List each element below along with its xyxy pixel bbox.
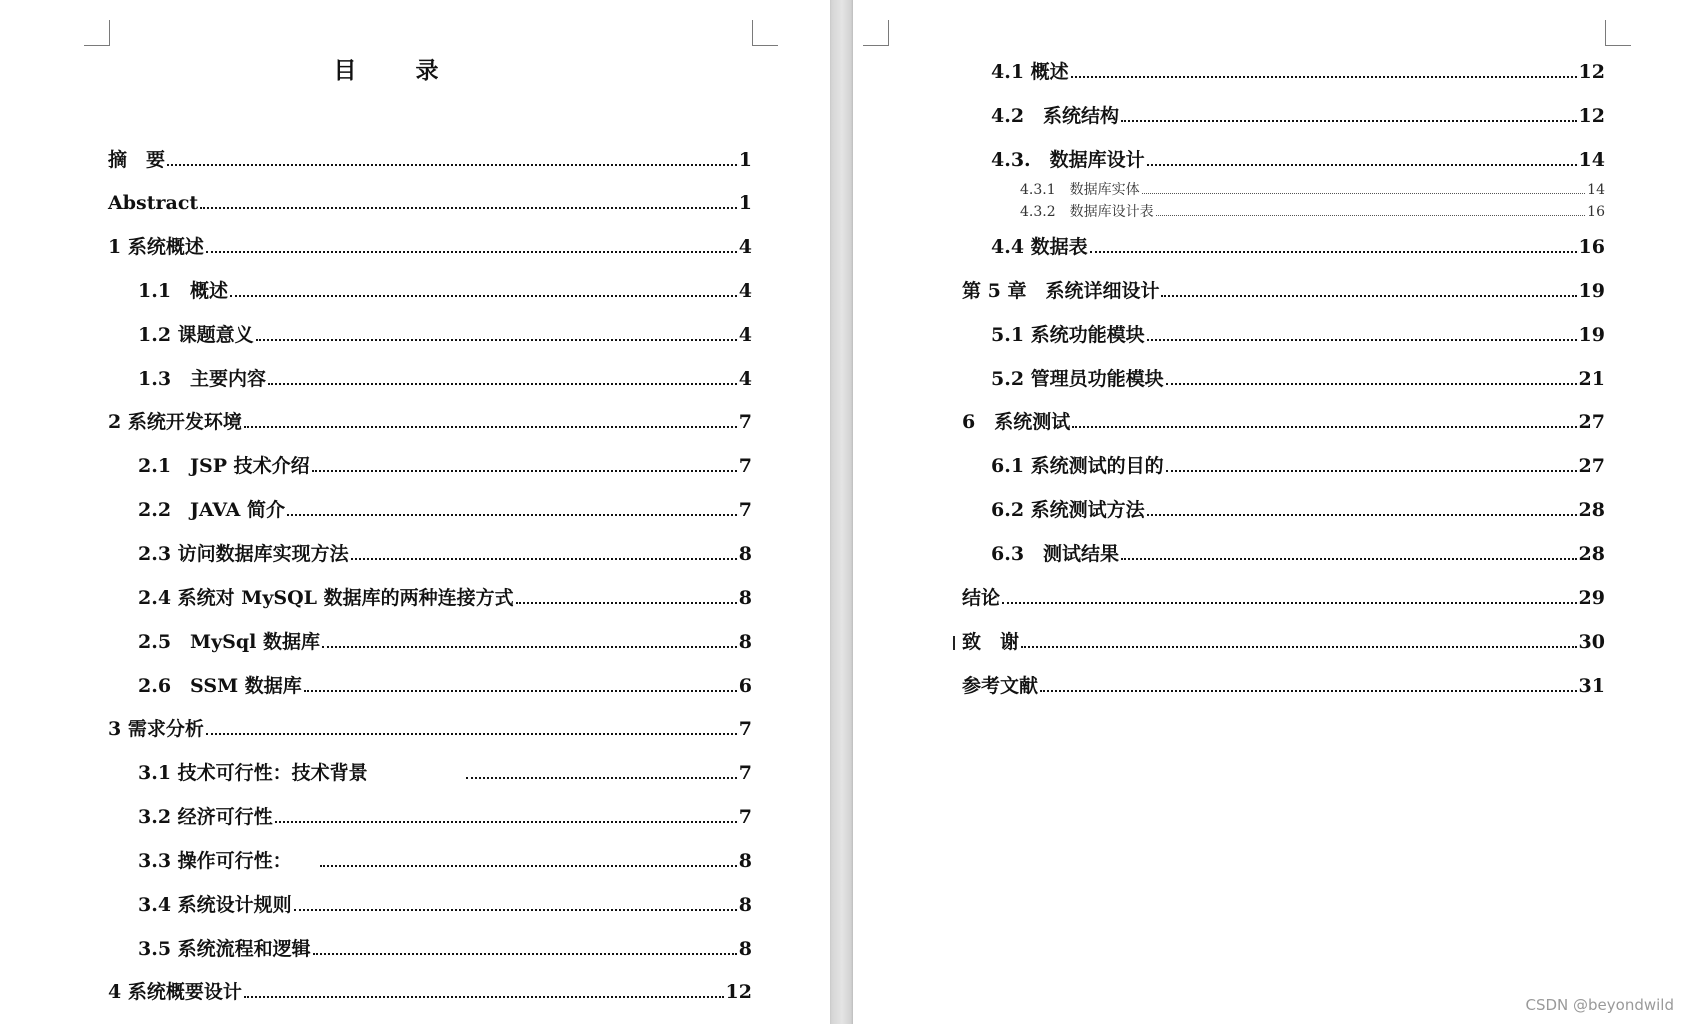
toc-dot-leader bbox=[1040, 690, 1577, 692]
toc-page-number: 8 bbox=[738, 631, 752, 653]
toc-dot-leader bbox=[1090, 251, 1577, 253]
toc-entry-label: 3 需求分析 bbox=[108, 718, 204, 740]
toc-entry-label: 4.3.2 数据库设计表 bbox=[1020, 204, 1154, 220]
toc-dot-leader bbox=[1072, 426, 1576, 428]
toc-entry-label: 1.2 课题意义 bbox=[138, 324, 254, 346]
toc-entry[interactable] bbox=[991, 446, 1605, 476]
toc-dot-leader bbox=[320, 865, 737, 867]
toc-entry[interactable] bbox=[991, 227, 1605, 257]
toc-entry[interactable] bbox=[138, 446, 752, 476]
toc-page-number: 27 bbox=[1578, 411, 1605, 433]
toc-entry[interactable] bbox=[138, 359, 752, 389]
toc-page-number: 27 bbox=[1578, 455, 1605, 477]
toc-entry-label: 1.1 概述 bbox=[138, 280, 229, 302]
toc-page-number: 7 bbox=[738, 806, 752, 828]
toc-entry-label: 3.3 操作可行性： bbox=[138, 850, 292, 872]
toc-page-number: 4 bbox=[738, 280, 752, 302]
toc-entry[interactable] bbox=[138, 271, 752, 301]
toc-dot-leader bbox=[268, 383, 737, 385]
toc-dot-leader bbox=[294, 909, 737, 911]
crop-mark-top-left bbox=[84, 20, 110, 46]
toc-entry[interactable] bbox=[138, 315, 752, 345]
toc-page-number: 14 bbox=[1587, 182, 1605, 198]
toc-entry[interactable] bbox=[108, 402, 752, 432]
toc-entry[interactable] bbox=[1020, 199, 1605, 219]
toc-dot-leader bbox=[466, 777, 737, 779]
toc-entry[interactable] bbox=[962, 622, 1605, 652]
toc-page-number: 8 bbox=[738, 938, 752, 960]
toc-dot-leader bbox=[516, 602, 737, 604]
toc-entry-label: 2.4 系统对 MySQL 数据库的两种连接方式 bbox=[138, 587, 514, 609]
toc-page-number: 1 bbox=[738, 192, 752, 214]
toc-entry[interactable] bbox=[962, 402, 1605, 432]
toc-entry[interactable] bbox=[138, 753, 752, 783]
toc-entry-label: 2 系统开发环境 bbox=[108, 411, 242, 433]
toc-page-number: 8 bbox=[738, 850, 752, 872]
toc-entry[interactable] bbox=[962, 578, 1605, 608]
toc-entry[interactable] bbox=[138, 885, 752, 915]
toc-entry[interactable] bbox=[991, 359, 1605, 389]
toc-page-number: 8 bbox=[738, 894, 752, 916]
toc-page-number: 8 bbox=[738, 543, 752, 565]
toc-dot-leader bbox=[313, 953, 737, 955]
toc-entry-label: 6.2 系统测试方法 bbox=[991, 499, 1145, 521]
toc-entry-label: 2.1 JSP 技术介绍 bbox=[138, 455, 310, 477]
toc-entry-label: Abstract bbox=[108, 192, 199, 214]
toc-entry-label: 3.5 系统流程和逻辑 bbox=[138, 938, 311, 960]
toc-dot-leader bbox=[304, 690, 737, 692]
toc-page-number: 8 bbox=[738, 587, 752, 609]
toc-page-number: 16 bbox=[1578, 236, 1605, 258]
toc-entry-label: 2.5 MySql 数据库 bbox=[138, 631, 320, 653]
toc-page-number: 7 bbox=[738, 499, 752, 521]
toc-page-number: 1 bbox=[738, 149, 752, 171]
toc-dot-leader bbox=[256, 339, 737, 341]
toc-page-number: 16 bbox=[1587, 204, 1605, 220]
toc-entry-label: 2.6 SSM 数据库 bbox=[138, 675, 302, 697]
toc-entry-label: 3.2 经济可行性 bbox=[138, 806, 273, 828]
toc-dot-leader bbox=[1166, 470, 1577, 472]
toc-page-number: 4 bbox=[738, 368, 752, 390]
toc-dot-leader bbox=[1021, 646, 1577, 648]
toc-entry[interactable] bbox=[138, 490, 752, 520]
toc-entry-label: 3.1 技术可行性：技术背景 bbox=[138, 762, 368, 784]
toc-entry-label: 3.4 系统设计规则 bbox=[138, 894, 292, 916]
toc-entry[interactable] bbox=[991, 52, 1605, 82]
toc-entry-label: 致 谢 bbox=[962, 631, 1020, 653]
text-cursor bbox=[953, 636, 955, 650]
toc-title: 目 录 bbox=[333, 57, 457, 84]
toc-page-number: 30 bbox=[1578, 631, 1605, 653]
toc-page-number: 12 bbox=[725, 981, 752, 1003]
toc-entry-label: 4.3. 数据库设计 bbox=[991, 149, 1145, 171]
toc-dot-leader bbox=[244, 426, 737, 428]
crop-mark-top-right bbox=[1605, 20, 1631, 46]
toc-page-number: 7 bbox=[738, 411, 752, 433]
toc-page-number: 4 bbox=[738, 236, 752, 258]
toc-dot-leader bbox=[1121, 558, 1576, 560]
toc-entry-label: 6.3 测试结果 bbox=[991, 543, 1120, 565]
toc-entry[interactable] bbox=[138, 534, 752, 564]
toc-page-number: 7 bbox=[738, 718, 752, 740]
toc-entry-label: 结论 bbox=[962, 587, 1001, 609]
toc-entry-label: 4 系统概要设计 bbox=[108, 981, 242, 1003]
toc-entry-label: 6.1 系统测试的目的 bbox=[991, 455, 1164, 477]
toc-entry-label: 5.1 系统功能模块 bbox=[991, 324, 1145, 346]
toc-entry-label: 4.4 数据表 bbox=[991, 236, 1088, 258]
toc-dot-leader bbox=[1002, 602, 1577, 604]
crop-mark-top-left bbox=[863, 20, 889, 46]
toc-page-number: 19 bbox=[1578, 280, 1605, 302]
toc-entry-label: 2.3 访问数据库实现方法 bbox=[138, 543, 349, 565]
toc-dot-leader bbox=[287, 514, 737, 516]
toc-entry-label: 2.2 JAVA 简介 bbox=[138, 499, 286, 521]
toc-entry[interactable] bbox=[991, 96, 1605, 126]
toc-entry[interactable] bbox=[108, 183, 752, 213]
toc-dot-leader bbox=[1147, 339, 1577, 341]
page-gutter bbox=[830, 0, 853, 1024]
toc-entry-label: 参考文献 bbox=[962, 675, 1039, 697]
toc-page-number: 21 bbox=[1578, 368, 1605, 390]
toc-entry-label: 6 系统测试 bbox=[962, 411, 1071, 433]
toc-dot-leader bbox=[200, 207, 737, 209]
toc-dot-leader bbox=[275, 821, 737, 823]
toc-dot-leader bbox=[230, 295, 737, 297]
toc-dot-leader bbox=[1156, 215, 1586, 216]
toc-entry-label: 摘 要 bbox=[108, 149, 166, 171]
toc-entry-label: 1.3 主要内容 bbox=[138, 368, 267, 390]
toc-page-number: 31 bbox=[1578, 675, 1605, 697]
toc-dot-leader bbox=[1121, 120, 1576, 122]
toc-entry[interactable] bbox=[108, 972, 752, 1002]
toc-entry[interactable] bbox=[138, 929, 752, 959]
toc-entry[interactable] bbox=[991, 490, 1605, 520]
toc-dot-leader bbox=[1147, 514, 1577, 516]
toc-dot-leader bbox=[1142, 193, 1586, 194]
toc-entry[interactable] bbox=[108, 709, 752, 739]
toc-dot-leader bbox=[312, 470, 737, 472]
toc-entry[interactable] bbox=[991, 315, 1605, 345]
toc-dot-leader bbox=[322, 646, 737, 648]
toc-entry[interactable] bbox=[991, 140, 1605, 170]
toc-dot-leader bbox=[351, 558, 737, 560]
toc-entry[interactable] bbox=[962, 666, 1605, 696]
toc-page-number: 19 bbox=[1578, 324, 1605, 346]
toc-dot-leader bbox=[167, 164, 737, 166]
toc-page-number: 12 bbox=[1578, 61, 1605, 83]
toc-entry[interactable] bbox=[1020, 177, 1605, 197]
toc-entry[interactable] bbox=[138, 622, 752, 652]
document-page-right bbox=[853, 0, 1688, 1024]
toc-dot-leader bbox=[206, 251, 737, 253]
toc-page-number: 7 bbox=[738, 455, 752, 477]
toc-entry[interactable] bbox=[962, 271, 1605, 301]
toc-entry[interactable] bbox=[108, 227, 752, 257]
toc-page-number: 29 bbox=[1578, 587, 1605, 609]
toc-entry-label: 4.2 系统结构 bbox=[991, 105, 1120, 127]
toc-entry[interactable] bbox=[991, 534, 1605, 564]
watermark: CSDN @beyondwild bbox=[1525, 996, 1674, 1014]
toc-page-number: 14 bbox=[1578, 149, 1605, 171]
toc-entry-label: 1 系统概述 bbox=[108, 236, 204, 258]
toc-page-number: 28 bbox=[1578, 499, 1605, 521]
toc-dot-leader bbox=[244, 996, 724, 998]
toc-entry[interactable] bbox=[138, 797, 752, 827]
toc-page-number: 7 bbox=[738, 762, 752, 784]
toc-entry[interactable] bbox=[108, 140, 752, 170]
crop-mark-top-right bbox=[752, 20, 778, 46]
toc-entry[interactable] bbox=[138, 578, 752, 608]
toc-page-number: 12 bbox=[1578, 105, 1605, 127]
toc-entry-label: 4.1 概述 bbox=[991, 61, 1069, 83]
toc-dot-leader bbox=[1071, 76, 1577, 78]
toc-dot-leader bbox=[1166, 383, 1577, 385]
toc-dot-leader bbox=[1147, 164, 1577, 166]
toc-page-number: 6 bbox=[738, 675, 752, 697]
document-page-left bbox=[0, 0, 830, 1024]
toc-dot-leader bbox=[206, 733, 737, 735]
toc-dot-leader bbox=[1161, 295, 1576, 297]
toc-entry-label: 4.3.1 数据库实体 bbox=[1020, 182, 1140, 198]
toc-entry[interactable] bbox=[138, 666, 752, 696]
toc-entry-label: 第 5 章 系统详细设计 bbox=[962, 280, 1160, 302]
toc-page-number: 28 bbox=[1578, 543, 1605, 565]
toc-entry-label: 5.2 管理员功能模块 bbox=[991, 368, 1164, 390]
toc-page-number: 4 bbox=[738, 324, 752, 346]
toc-entry[interactable] bbox=[138, 841, 752, 871]
